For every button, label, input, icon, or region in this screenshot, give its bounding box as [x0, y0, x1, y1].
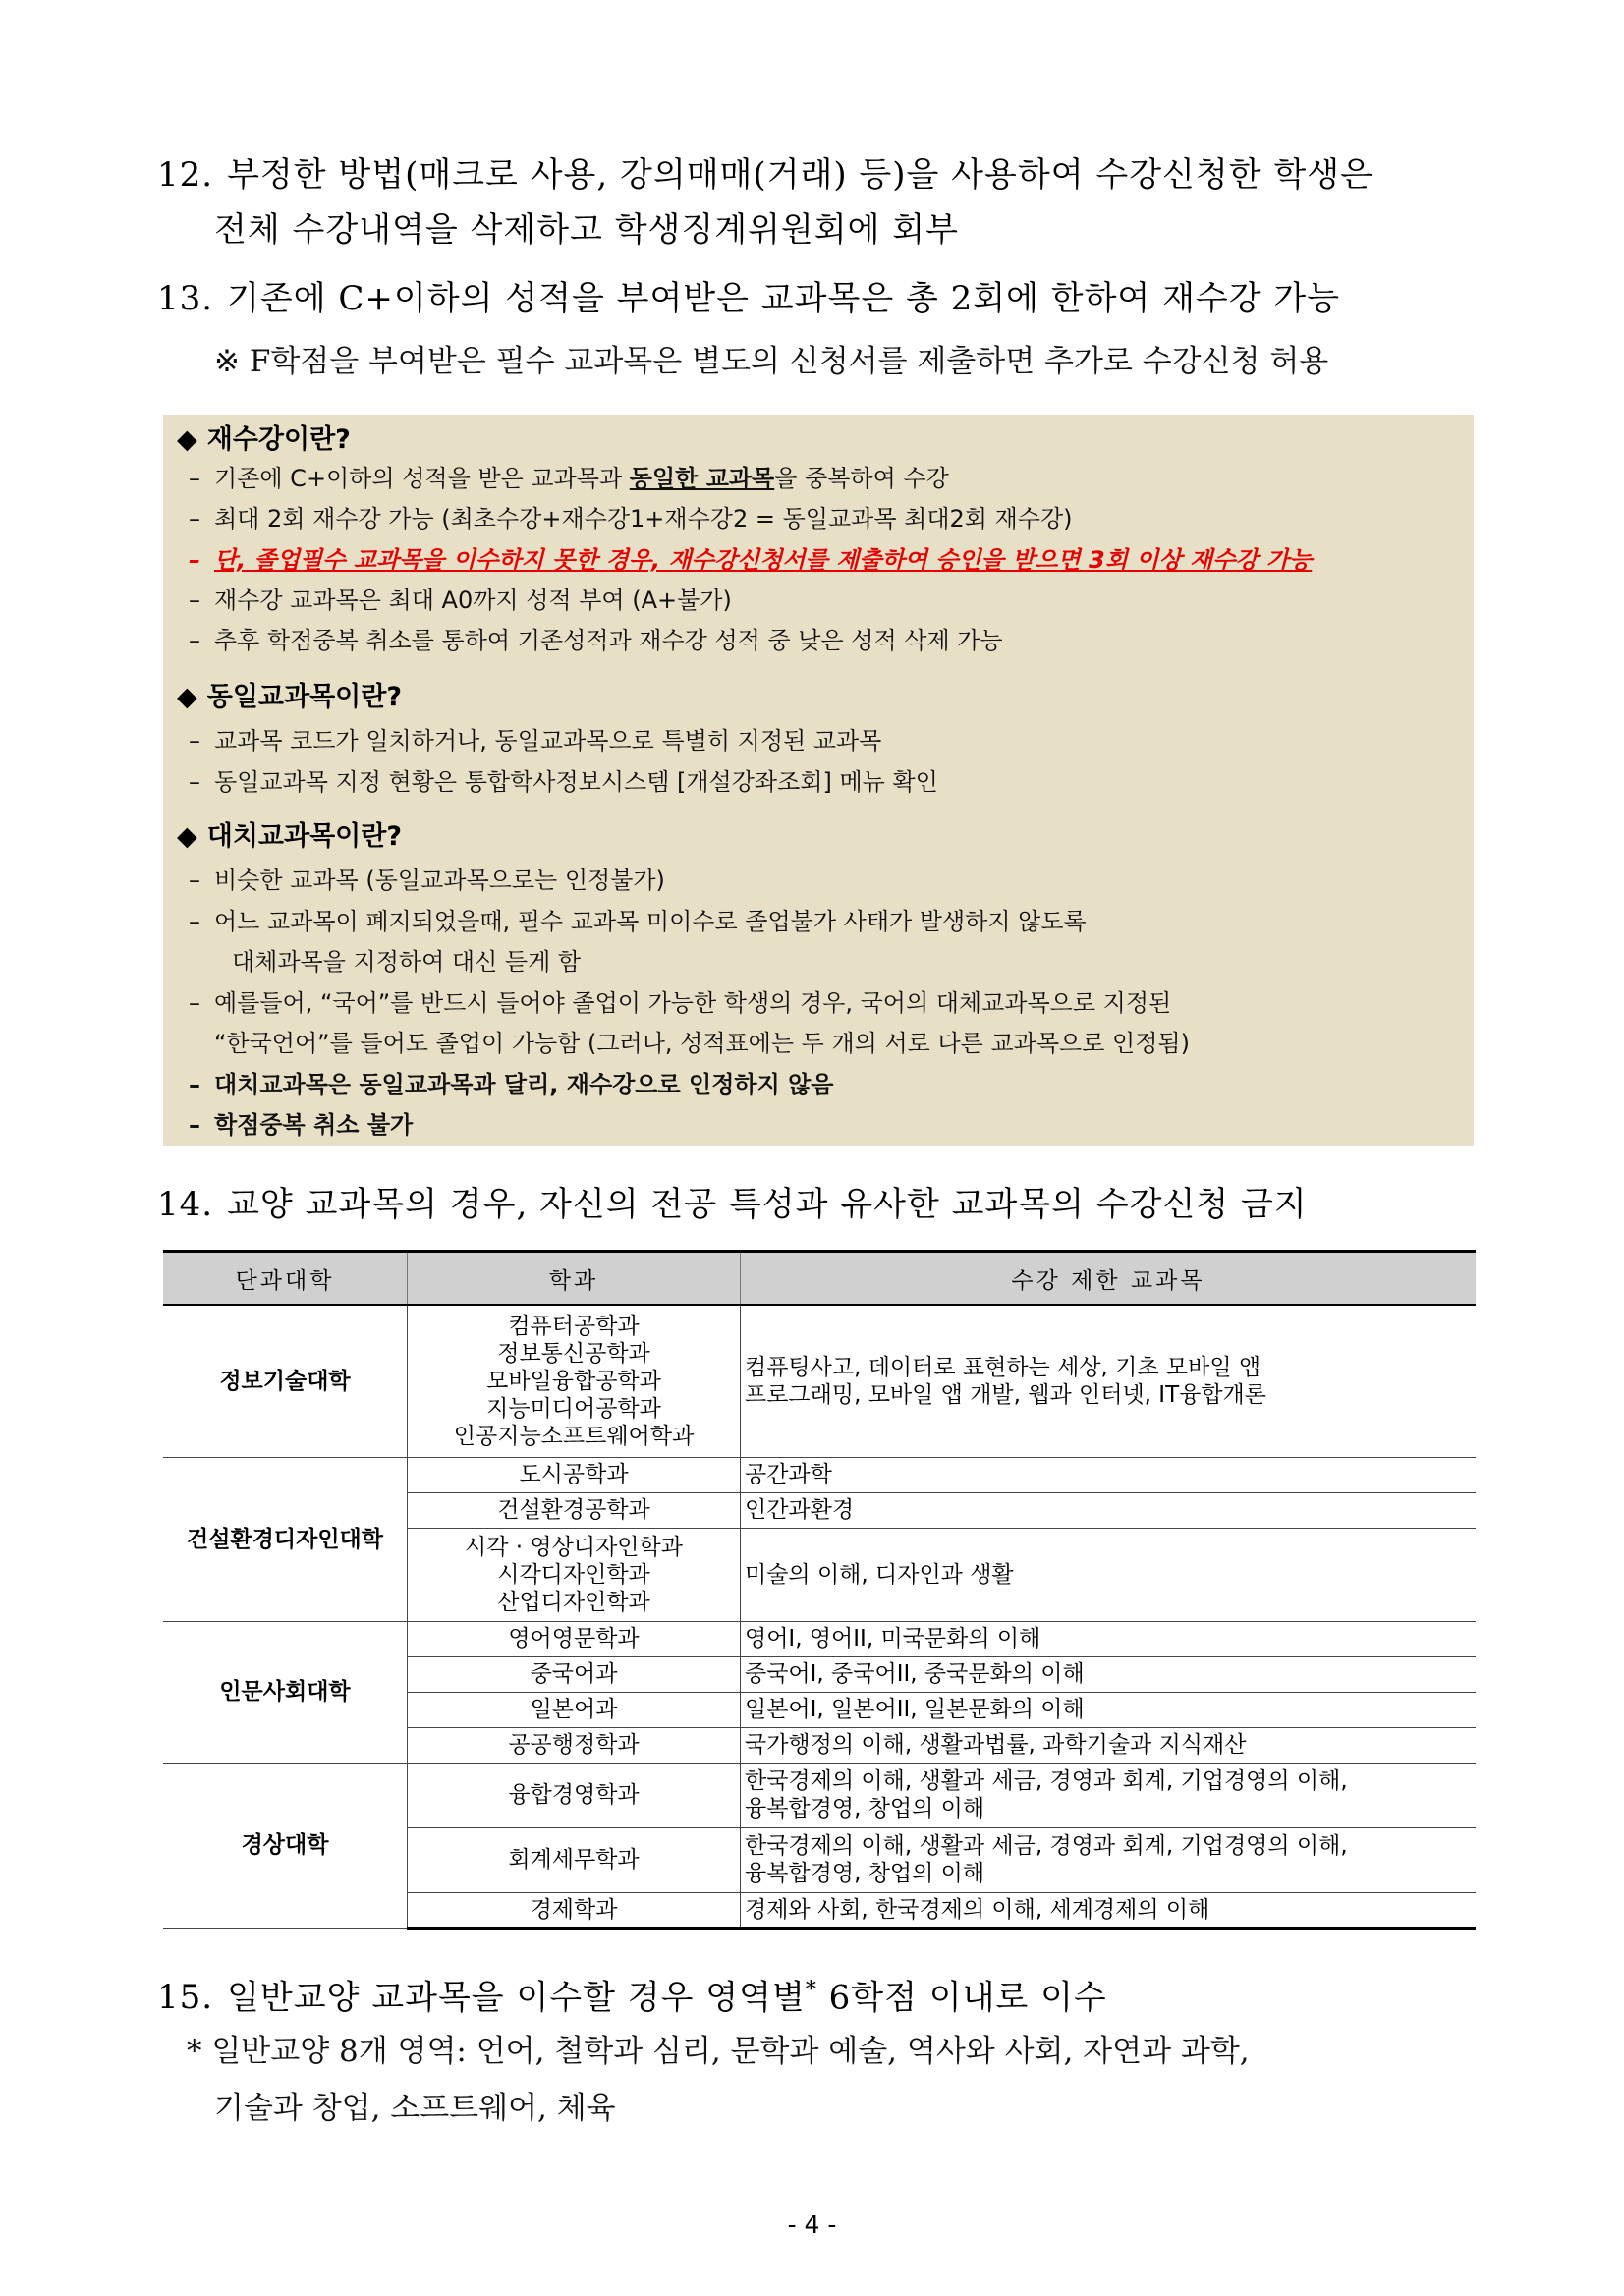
college-cell: 경상대학: [163, 1763, 408, 1928]
dash-icon: –: [189, 768, 200, 796]
dash-icon: –: [189, 546, 200, 574]
courses-cell: 공간과학: [741, 1457, 1477, 1492]
department-cell: 회계세무학과: [408, 1827, 741, 1892]
courses-cell: 일본어I, 일본어II, 일본문화의 이해: [741, 1692, 1477, 1727]
dash-icon: –: [189, 505, 200, 532]
table-row: [163, 1305, 1476, 1457]
substitute-line-2b: 대체과목을 지정하여 대신 듣게 함: [232, 948, 582, 976]
dash-icon: –: [189, 727, 200, 755]
retake-line-4: – 재수강 교과목은 최대 A0까지 성적 부여 (A+불가): [189, 583, 732, 618]
footnote-marker: *: [805, 1978, 817, 2002]
substitute-line-5: – 학점중복 취소 불가: [189, 1107, 413, 1143]
courses-cell: 영어I, 영어II, 미국문화의 이해: [741, 1621, 1477, 1656]
diamond-icon: ◆: [177, 682, 197, 712]
department-cell: 융합경영학과: [408, 1763, 741, 1827]
department-cell: 일본어과: [408, 1692, 741, 1727]
courses-cell: 국가행정의 이해, 생활과법률, 과학기술과 지식재산: [741, 1727, 1477, 1763]
college-cell: 정보기술대학: [163, 1305, 408, 1457]
header-department: 학과: [408, 1252, 741, 1306]
courses-cell: 경제와 사회, 한국경제의 이해, 세계경제의 이해: [741, 1892, 1477, 1928]
dash-icon: –: [189, 867, 200, 894]
substitute-line-4: – 대치교과목은 동일교과목과 달리, 재수강으로 인정하지 않음: [189, 1067, 834, 1102]
item-15-note-line1: * 일반교양 8개 영역: 언어, 철학과 심리, 문학과 예술, 역사와 사회, 자연과 과학,: [187, 2034, 1250, 2069]
retake-line-2: – 최대 2회 재수강 가능 (최초수강+재수강1+재수강2 = 동일교과목 최대2회 재수강): [189, 501, 1073, 536]
college-cell: 건설환경디자인대학: [163, 1457, 408, 1621]
dash-icon: –: [189, 627, 200, 654]
page-number: - 4 -: [787, 2211, 837, 2239]
substitute-line-3b: “한국언어”를 들어도 졸업이 가능함 (그러나, 성적표에는 두 개의 서로 다른 교과목으로 인정됨): [214, 1030, 1190, 1057]
department-cell: 도시공학과: [408, 1457, 741, 1492]
course-restriction-table: [163, 1250, 1476, 1930]
item-12: [157, 149, 1493, 200]
table-row: [163, 1457, 1476, 1492]
substitute-line-2a: – 어느 교과목이 폐지되었을때, 필수 교과목 미이수로 졸업불가 사태가 발생하지 않도록: [189, 904, 1087, 939]
item-12-number: 12.: [157, 155, 214, 195]
college-cell: 인문사회대학: [163, 1621, 408, 1763]
table-row: [163, 1763, 1476, 1827]
department-cell: 경제학과: [408, 1892, 741, 1928]
courses-cell: 미술의 이해, 디자인과 생활: [741, 1528, 1477, 1621]
retake-line-5: – 추후 학점중복 취소를 통하여 기존성적과 재수강 성적 중 낮은 성적 삭제 가능: [189, 623, 1003, 658]
diamond-icon: ◆: [177, 821, 197, 852]
retake-line-3: [189, 542, 1312, 578]
item-15-text: 일반교양 교과목을 이수할 경우 영역별: [227, 1978, 806, 2018]
item-13-number: 13.: [157, 279, 214, 318]
item-12-line2: 전체 수강내역을 삭제하고 학생징계위원회에 회부: [214, 210, 959, 250]
same-course-emphasis: 동일한 교과목: [629, 465, 775, 492]
retake-heading: ◆ 재수강이란?: [177, 424, 351, 455]
same-course-heading: ◆ 동일교과목이란?: [177, 682, 403, 712]
courses-cell: 컴퓨팅사고, 데이터로 표현하는 세상, 기초 모바일 앱 프로그래밍, 모바일 앱 개발, 웹과 인터넷, IT융합개론: [741, 1305, 1477, 1457]
retake-line-1: – 기존에 C+이하의 성적을 받은 교과목과 동일한 교과목을 중복하여 수강: [189, 461, 949, 496]
same-course-line-2: – 동일교과목 지정 현황은 통합학사정보시스템 [개설강좌조회] 메뉴 확인: [189, 764, 938, 800]
dash-icon: –: [189, 587, 200, 614]
department-cell: 영어영문학과: [408, 1621, 741, 1656]
item-12-line1: 부정한 방법(매크로 사용, 강의매매(거래) 등)을 사용하여 수강신청한 학생은: [227, 155, 1373, 195]
item-13: [157, 273, 1493, 324]
substitute-course-heading: ◆ 대치교과목이란?: [177, 821, 403, 852]
dash-icon: –: [189, 1071, 200, 1098]
table-row: [163, 1621, 1476, 1656]
department-cell: 중국어과: [408, 1656, 741, 1692]
courses-cell: 한국경제의 이해, 생활과 세금, 경영과 회계, 기업경영의 이해, 융복합경영, 창업의 이해: [741, 1827, 1477, 1892]
substitute-line-3a: – 예를들어, “국어”를 반드시 들어야 졸업이 가능한 학생의 경우, 국어의 대체교과목으로 지정된: [189, 985, 1171, 1021]
item-13-note: ※ F학점을 부여받은 필수 교과목은 별도의 신청서를 제출하면 추가로 수강신청 허용: [214, 344, 1329, 379]
item-15-note-line2: 기술과 창업, 소프트웨어, 체육: [214, 2091, 616, 2126]
department-cell: 시각 · 영상디자인학과 시각디자인학과 산업디자인학과: [408, 1528, 741, 1621]
item-14: [157, 1179, 1493, 1230]
same-course-line-1: – 교과목 코드가 일치하거나, 동일교과목으로 특별히 지정된 교과목: [189, 723, 881, 758]
retake-exception-warning: 단, 졸업필수 교과목을 이수하지 못한 경우, 재수강신청서를 제출하여 승인을 받으면 3회 이상 재수강 가능: [214, 546, 1313, 574]
diamond-icon: ◆: [177, 424, 197, 455]
courses-cell: 중국어I, 중국어II, 중국문화의 이해: [741, 1656, 1477, 1692]
substitute-line-1: – 비슷한 교과목 (동일교과목으로는 인정불가): [189, 863, 665, 898]
item-13-text: 기존에 C+이하의 성적을 부여받은 교과목은 총 2회에 한하여 재수강 가능: [227, 279, 1341, 318]
courses-cell: 한국경제의 이해, 생활과 세금, 경영과 회계, 기업경영의 이해, 융복합경영, 창업의 이해: [741, 1763, 1477, 1827]
department-cell: 공공행정학과: [408, 1727, 741, 1763]
dash-icon: –: [189, 989, 200, 1017]
table-header-row: [163, 1252, 1476, 1306]
department-cell: 건설환경공학과: [408, 1492, 741, 1528]
item-14-number: 14.: [157, 1185, 214, 1224]
dash-icon: –: [189, 465, 200, 492]
dash-icon: –: [189, 1111, 200, 1139]
header-restricted-courses: 수강 제한 교과목: [741, 1252, 1477, 1306]
department-cell: 컴퓨터공학과 정보통신공학과 모바일융합공학과 지능미디어공학과 인공지능소프트웨어학과: [408, 1305, 741, 1457]
header-college: 단과대학: [163, 1252, 408, 1306]
item-14-text: 교양 교과목의 경우, 자신의 전공 특성과 유사한 교과목의 수강신청 금지: [227, 1185, 1308, 1224]
courses-cell: 인간과환경: [741, 1492, 1477, 1528]
dash-icon: –: [189, 908, 200, 935]
item-15-number: 15.: [157, 1978, 214, 2018]
item-15: 15. 일반교양 교과목을 이수할 경우 영역별* 6학점 이내로 이수: [157, 1965, 1493, 2023]
